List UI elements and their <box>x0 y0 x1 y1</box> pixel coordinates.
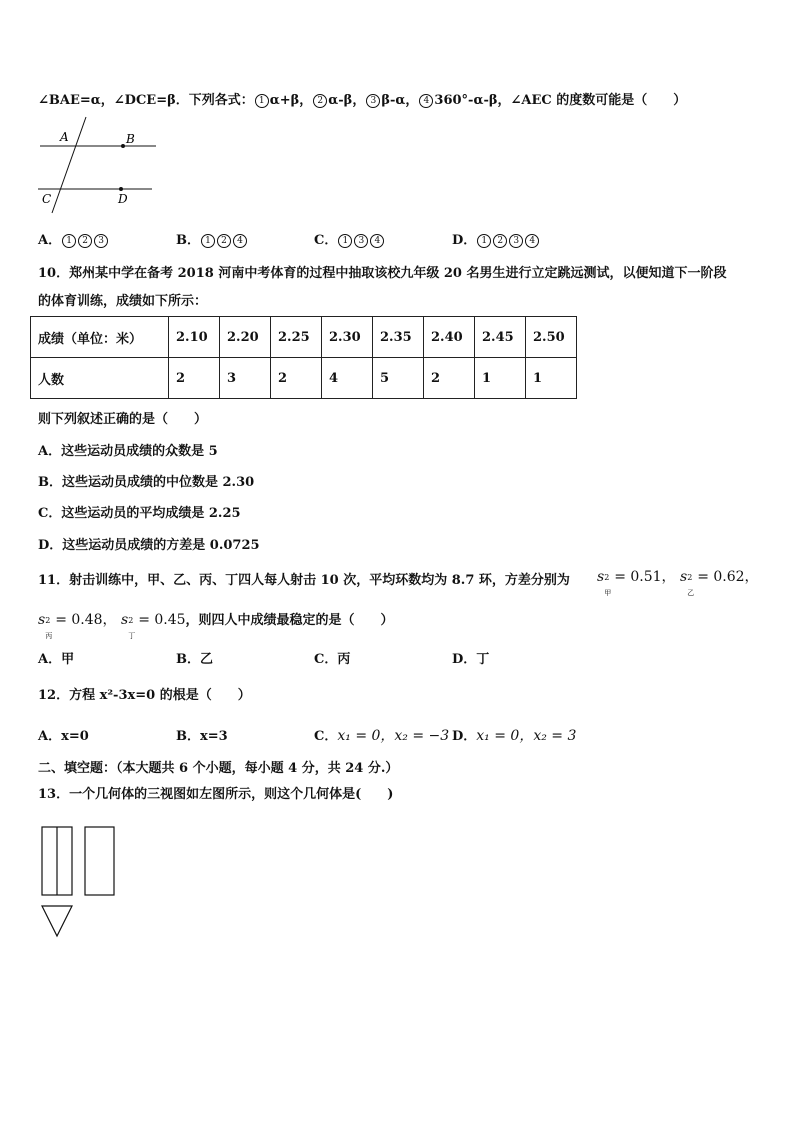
three-view-figure <box>38 824 123 942</box>
q12-option-d[interactable]: D．x₁ = 0，x₂ = 3 <box>452 728 577 744</box>
label-b: B <box>126 132 135 146</box>
q10-option-a[interactable]: A．这些运动员成绩的众数是 5 <box>38 444 218 459</box>
table-cell: 1 <box>526 358 577 399</box>
table-cell: 2.10 <box>169 317 220 358</box>
q9-stem: ∠BAE=α，∠DCE=β．下列各式： 1 α+β， 2 α-β， 3 β-α， 4 360°-α-β，∠AEC 的度数可能是（ ） <box>38 93 687 108</box>
q13-stem: 13．一个几何体的三视图如左图所示，则这个几何体是( ) <box>38 787 394 802</box>
q12-option-c[interactable]: C．x₁ = 0，x₂ = −3 <box>314 728 450 744</box>
table-cell: 2.35 <box>373 317 424 358</box>
label-c: C <box>42 192 52 206</box>
q11-variances-line2: s 2 丙 = 0.48， s 2 丁 = 0.45，则四人中成绩最稳定的是（ ） <box>38 612 394 640</box>
q9-item-2: α-β <box>328 93 353 108</box>
q10-question: 则下列叙述正确的是（ ） <box>38 412 208 427</box>
q10-line1: 10．郑州某中学在备考 2018 河南中考体育的过程中抽取该校九年级 20 名男生进行立定跳远测试，以便知道下一阶段 <box>38 266 727 281</box>
q9-item-4: 360°-α-β <box>434 93 498 108</box>
q12-stem: 12．方程 x²-3x=0 的根是（ ） <box>38 688 251 703</box>
q9-option-c[interactable]: C． 1 3 4 <box>314 229 385 248</box>
table-cell: 1 <box>475 358 526 399</box>
table-cell: 2.40 <box>424 317 475 358</box>
circle-2: 2 <box>313 94 327 108</box>
section-heading: 二、填空题：（本大题共 6 个小题，每小题 4 分，共 24 分.） <box>38 761 399 776</box>
q10-option-d[interactable]: D．这些运动员成绩的方差是 0.0725 <box>38 538 260 553</box>
q12-option-b[interactable]: B．x=3 <box>176 729 228 744</box>
q11-option-b[interactable]: B．乙 <box>176 652 213 667</box>
table-row <box>31 358 577 399</box>
q11-option-a[interactable]: A．甲 <box>38 652 75 667</box>
q9-option-b[interactable]: B． 1 2 4 <box>176 229 248 248</box>
q11-option-c[interactable]: C．丙 <box>314 652 351 667</box>
side-view <box>85 827 114 895</box>
table-cell: 4 <box>322 358 373 399</box>
table-cell: 2.20 <box>220 317 271 358</box>
circle-3: 3 <box>366 94 380 108</box>
q9-option-d[interactable]: D． 1 2 3 4 <box>452 229 540 248</box>
parallel-lines-figure <box>34 115 164 215</box>
point-d <box>119 187 123 191</box>
q11-option-d[interactable]: D．丁 <box>452 652 490 667</box>
table-cell: 2.30 <box>322 317 373 358</box>
label-a: A <box>60 130 69 144</box>
table-cell: 3 <box>220 358 271 399</box>
circle-4: 4 <box>419 94 433 108</box>
table-cell: 2 <box>424 358 475 399</box>
q9-option-a[interactable]: A． 1 2 3 <box>38 229 109 248</box>
q10-line2: 的体育训练，成绩如下所示： <box>38 294 208 309</box>
table-header-count: 人数 <box>31 358 169 399</box>
q9-item-3: β-α <box>381 93 406 108</box>
table-cell: 2 <box>271 358 322 399</box>
table-cell: 2.25 <box>271 317 322 358</box>
q9-stem-suffix: ∠AEC 的度数可能是（ ） <box>510 93 687 108</box>
table-cell: 2.50 <box>526 317 577 358</box>
table-cell: 2 <box>169 358 220 399</box>
transversal-line <box>52 117 86 213</box>
q10-option-b[interactable]: B．这些运动员成绩的中位数是 2.30 <box>38 475 255 490</box>
point-b <box>121 144 125 148</box>
q11-variances-line1: s 2 甲 = 0.51， s 2 乙 = 0.62， <box>597 569 759 597</box>
q10-option-c[interactable]: C．这些运动员的平均成绩是 2.25 <box>38 506 241 521</box>
circle-1: 1 <box>255 94 269 108</box>
table-cell: 2.45 <box>475 317 526 358</box>
label-d: D <box>118 192 128 206</box>
table-row <box>31 317 577 358</box>
table-header-score: 成绩（单位：米） <box>31 317 169 358</box>
q11-line1 <box>38 569 570 588</box>
top-view-triangle <box>42 906 72 936</box>
q11-line1-text: 11．射击训练中，甲、乙、丙、丁四人每人射击 10 次，平均环数均为 8.7 环，方差分别为 <box>38 573 570 588</box>
q9-item-1: α+β <box>269 93 300 108</box>
score-table <box>30 316 577 399</box>
table-cell: 5 <box>373 358 424 399</box>
q12-option-a[interactable]: A．x=0 <box>38 729 89 744</box>
q9-stem-prefix: ∠BAE=α，∠DCE=β．下列各式： <box>38 93 254 108</box>
